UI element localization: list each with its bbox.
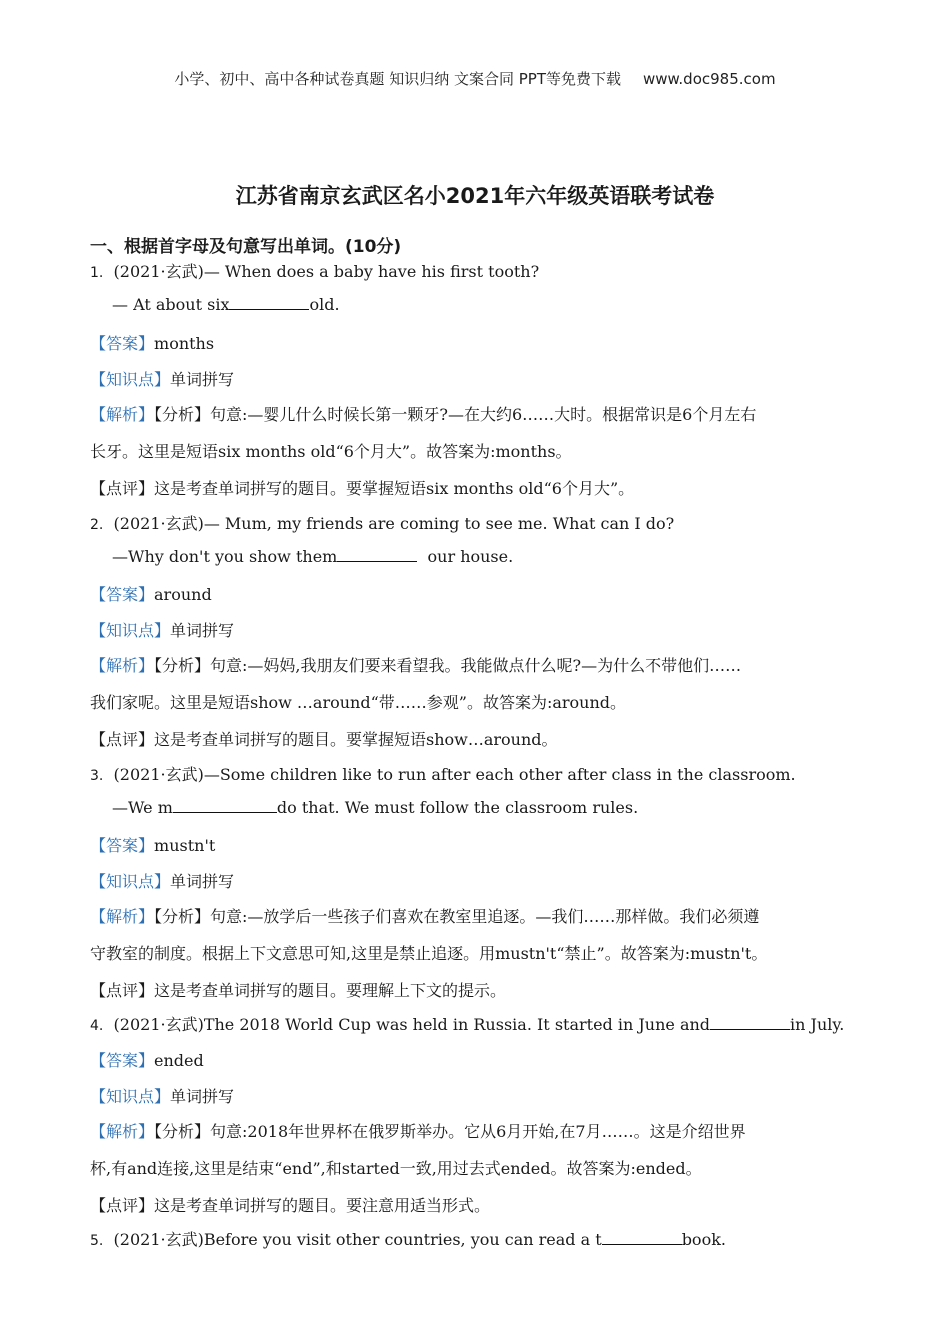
q2-knowledge: 【知识点】单词拼写 xyxy=(90,621,235,640)
q3-analysis: 【解析】【分析】句意:—放学后一些孩子们喜欢在教室里追逐。—我们……那样做。我们必须遵 xyxy=(90,907,760,926)
q2-stem: 2. (2021·玄武)— Mum, my friends are coming to see me. What can I do? xyxy=(90,514,675,533)
page-header xyxy=(0,68,950,89)
q1-stem: 1. (2021·玄武)— When does a baby have his first tooth? xyxy=(90,262,540,281)
q2-analysis-cont: 我们家呢。这里是短语show …around“带……参观”。故答案为:around。 xyxy=(90,693,627,712)
q3-comment: 【点评】这是考查单词拼写的题目。要理解上下文的提示。 xyxy=(90,981,507,1000)
answer-blank[interactable] xyxy=(710,1015,790,1030)
q3-stem: 3. (2021·玄武)—Some children like to run after each other after class in the classroom. xyxy=(90,765,796,784)
q1-line2: — At about six old. xyxy=(112,295,340,314)
q4-analysis-cont: 杯,有and连接,这里是结束“end”,和started一致,用过去式ended。故答案为:ended。 xyxy=(90,1159,702,1178)
q3-answer: 【答案】mustn't xyxy=(90,836,216,855)
section-heading: 一、根据首字母及句意写出单词。(10分) xyxy=(90,237,402,257)
q4-knowledge: 【知识点】单词拼写 xyxy=(90,1087,235,1106)
q3-analysis-cont: 守教室的制度。根据上下文意思可知,这里是禁止追逐。用mustn't“禁止”。故答案为:mustn't。 xyxy=(90,944,768,963)
q5-stem: 5. (2021·玄武)Before you visit other countries, you can read a t book. xyxy=(90,1230,726,1249)
q1-analysis: 【解析】【分析】句意:—婴儿什么时候长第一颗牙?—在大约6……大时。根据常识是6个月左右 xyxy=(90,405,757,424)
answer-blank[interactable] xyxy=(602,1230,682,1245)
q3-knowledge: 【知识点】单词拼写 xyxy=(90,872,235,891)
q1-comment: 【点评】这是考查单词拼写的题目。要掌握短语six months old“6个月大”。 xyxy=(90,479,635,498)
answer-blank[interactable] xyxy=(337,547,417,562)
q3-line2: —We m do that. We must follow the classroom rules. xyxy=(112,798,639,817)
page-title: 江苏省南京玄武区名小2021年六年级英语联考试卷 xyxy=(235,184,715,208)
header-text: 小学、初中、高中各种试卷真题 知识归纳 文案合同 PPT等免费下载 xyxy=(174,70,621,88)
answer-blank[interactable] xyxy=(229,295,309,310)
q1-knowledge: 【知识点】单词拼写 xyxy=(90,370,235,389)
header-url[interactable]: www.doc985.com xyxy=(642,70,776,88)
q4-analysis: 【解析】【分析】句意:2018年世界杯在俄罗斯举办。它从6月开始,在7月……。这是介绍世界 xyxy=(90,1122,746,1141)
q2-answer: 【答案】around xyxy=(90,585,212,604)
answer-blank[interactable] xyxy=(173,798,277,813)
q1-answer: 【答案】months xyxy=(90,334,215,353)
q4-stem: 4. (2021·玄武)The 2018 World Cup was held in Russia. It started in June and in July. xyxy=(90,1015,845,1034)
q4-comment: 【点评】这是考查单词拼写的题目。要注意用适当形式。 xyxy=(90,1196,491,1215)
q2-line2: —Why don't you show them our house. xyxy=(112,547,514,566)
q4-answer: 【答案】ended xyxy=(90,1051,204,1070)
q2-analysis: 【解析】【分析】句意:—妈妈,我朋友们要来看望我。我能做点什么呢?—为什么不带他们…… xyxy=(90,656,742,675)
q1-analysis-cont: 长牙。这里是短语six months old“6个月大”。故答案为:months。 xyxy=(90,442,572,461)
q2-comment: 【点评】这是考查单词拼写的题目。要掌握短语show…around。 xyxy=(90,730,558,749)
